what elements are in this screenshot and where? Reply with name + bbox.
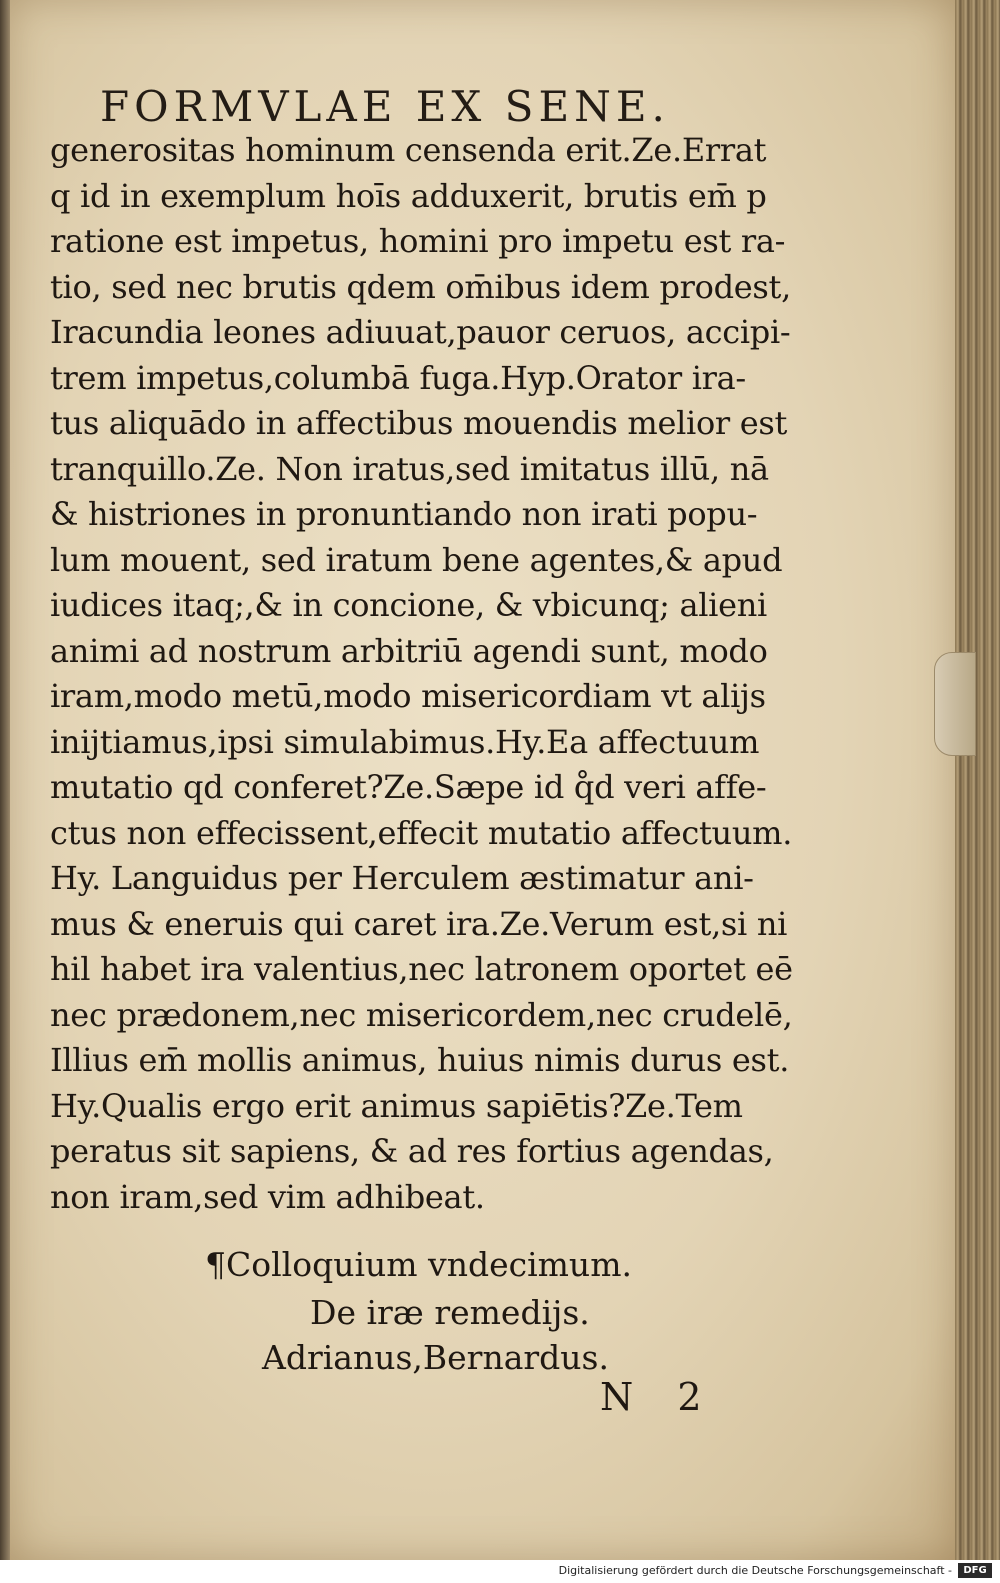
footer-bar: [0, 1560, 1000, 1583]
text-line: inijtiamus,ipsi simulabimus.Hy.Ea affectuum: [50, 722, 760, 761]
text-line: iudices itaq;,& in concione, & vbicunq; alieni: [50, 586, 767, 624]
signature-mark: N 2: [600, 1375, 718, 1419]
text-line: Hy. Languidus per Herculem æstimatur ani-: [50, 859, 754, 897]
page-edges: [955, 0, 1000, 1560]
text-line: mutatio qd conferet?Ze.Sæpe id q̊d veri affe-: [50, 768, 767, 806]
text-line: Illius em̄ mollis animus, huius nimis durus est.: [50, 1041, 790, 1079]
text-line: trem impetus,columbā fuga.Hyp.Orator ira-: [50, 358, 746, 397]
text-line: non iram,sed vim adhibeat.: [50, 1177, 485, 1216]
running-head: FORMVLAE EX SENE.: [100, 82, 670, 131]
colloquium-heading: ¶Colloquium vndecimum.: [205, 1245, 632, 1284]
text-line: Iracundia leones adiuuat,pauor ceruos, accipi-: [50, 313, 791, 351]
text-line: generositas hominum censenda erit.Ze.Errat: [50, 131, 767, 169]
body-text: [50, 128, 890, 1220]
dfg-logo: DFG: [958, 1563, 992, 1578]
text-line: nec prædonem,nec misericordem,nec crudelē,: [50, 995, 793, 1034]
funding-credit: Digitalisierung gefördert durch die Deutsche Forschungsgemeinschaft -: [558, 1564, 952, 1577]
text-line: ctus non effecissent,effecit mutatio affectuum.: [50, 813, 793, 852]
text-line: tus aliquādo in affectibus mouendis melior est: [50, 404, 788, 442]
colloquium-subtitle: De iræ remedijs.: [310, 1293, 590, 1332]
text-line: peratus sit sapiens, & ad res fortius agendas,: [50, 1132, 774, 1170]
text-line: tranquillo.Ze. Non iratus,sed imitatus illū, nā: [50, 449, 769, 488]
text-line: tio, sed nec brutis qdem om̄ibus idem prodest,: [50, 267, 791, 306]
page-clip: [934, 652, 976, 756]
text-line: animi ad nostrum arbitriū agendi sunt, modo: [50, 631, 768, 670]
text-line: & histriones in pronuntiando non irati popu-: [50, 495, 758, 533]
text-line: q id in exemplum hoīs adduxerit, brutis em̄ p: [50, 176, 767, 215]
text-line: ratione est impetus, homini pro impetu est ra-: [50, 222, 786, 260]
text-line: iram,modo metū,modo misericordiam vt alijs: [50, 677, 766, 715]
text-line: mus & eneruis qui caret ira.Ze.Verum est,si ni: [50, 904, 788, 943]
text-line: hil habet ira valentius,nec latronem oportet eē: [50, 950, 793, 988]
colloquium-speakers: Adrianus,Bernardus.: [262, 1338, 609, 1377]
text-line: Hy.Qualis ergo erit animus sapiētis?Ze.Tem: [50, 1086, 743, 1125]
text-line: lum mouent, sed iratum bene agentes,& apud: [50, 540, 783, 579]
